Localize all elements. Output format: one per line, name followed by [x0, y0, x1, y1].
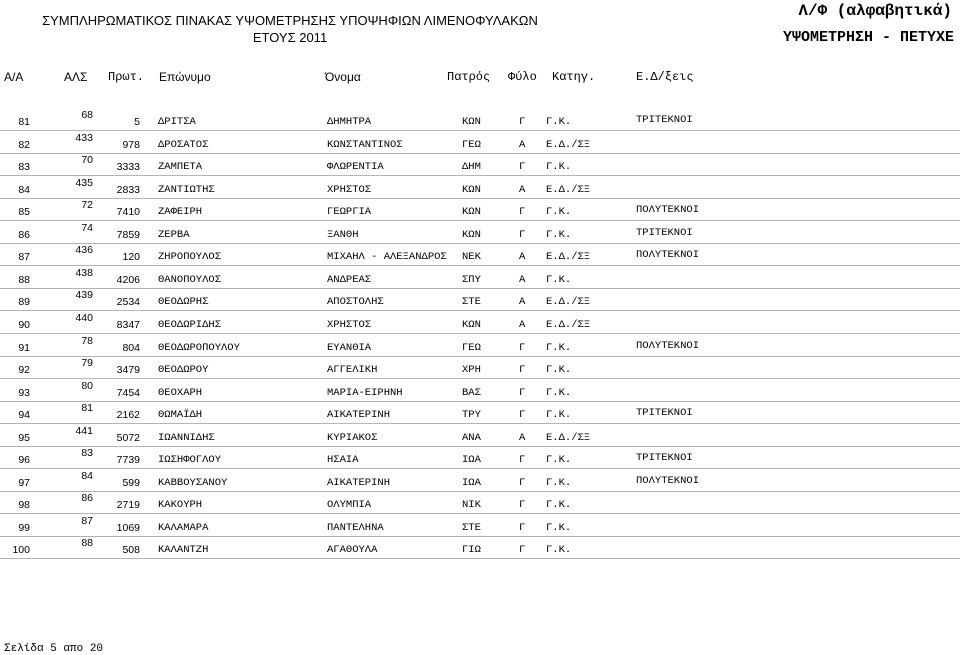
cell-surname: ΙΩΣΗΦΟΓΛΟΥ [158, 454, 222, 467]
cell-sex: Γ [519, 228, 526, 241]
cell-name: ΦΛΩΡΕΝΤΙΑ [327, 161, 384, 174]
cell-name: ΚΥΡΙΑΚΟΣ [327, 431, 378, 444]
cell-category: Ε.Δ./ΣΞ [546, 318, 591, 331]
cell-category: Γ.Κ. [546, 454, 572, 467]
cell-prot: 7739 [116, 454, 140, 467]
cell-surname: ΚΑΚΟΥΡΗ [158, 499, 203, 512]
cell-surname: ΙΩΑΝΝΙΔΗΣ [158, 431, 215, 444]
cell-ams: 436 [75, 244, 93, 257]
cell-father: ΧΡΗ [462, 364, 481, 377]
cell-sex: Γ [519, 476, 526, 489]
cell-prot: 2833 [116, 183, 140, 196]
cell-father: ΣΤΕ [462, 521, 481, 534]
cell-father: ΝΕΚ [462, 251, 481, 264]
cell-aa: 97 [18, 476, 30, 489]
cell-exception: ΠΟΛΥΤΕΚΝΟΙ [636, 204, 700, 217]
cell-father: ΙΩΑ [462, 454, 481, 467]
cell-aa: 99 [18, 521, 30, 534]
cell-aa: 81 [18, 116, 30, 128]
cell-category: Γ.Κ. [546, 273, 572, 286]
cell-name: ΜΙΧΑΗΛ - ΑΛΕΞΑΝΔΡΟΣ [327, 251, 447, 264]
cell-category: Γ.Κ. [546, 409, 572, 422]
cell-surname: ΘΑΝΟΠΟΥΛΟΣ [158, 273, 222, 286]
cell-ams: 81 [81, 402, 93, 415]
table-row [0, 198, 960, 221]
cell-prot: 3479 [116, 364, 140, 377]
cell-name: ΔΗΜΗΤΡΑ [327, 116, 372, 128]
cell-father: ΤΡΥ [462, 409, 481, 422]
cell-surname: ΔΡΙΤΣΑ [158, 116, 196, 128]
cell-ams: 84 [81, 469, 93, 482]
cell-name: ΑΙΚΑΤΕΡΙΝΗ [327, 476, 391, 489]
title-line-1: ΣΥΜΠΛΗΡΩΜΑΤΙΚΟΣ ΠΙΝΑΚΑΣ ΥΨΟΜΕΤΡΗΣΗΣ ΥΠΟΨΗΦΙΩΝ ΛΙΜΕΝΟΦΥΛΑΚΩΝ [42, 13, 538, 28]
cell-sex: Γ [519, 341, 526, 354]
cell-ams: 441 [75, 424, 93, 437]
cell-sex: Α [519, 138, 526, 151]
cell-aa: 83 [18, 161, 30, 174]
cell-aa: 86 [18, 228, 30, 241]
table-row [0, 356, 960, 379]
col-header-name: Όνομα [325, 70, 361, 84]
cell-exception: ΤΡΙΤΕΚΝΟΙ [636, 114, 693, 126]
cell-ams: 438 [75, 266, 93, 279]
cell-aa: 91 [18, 341, 30, 354]
cell-father: ΣΠΥ [462, 273, 481, 286]
col-header-exception: Ε.Δ/ξεις [636, 70, 694, 84]
cell-sex: Γ [519, 544, 526, 557]
table-row [0, 334, 960, 357]
table-row [0, 131, 960, 154]
cell-sex: Γ [519, 206, 526, 219]
cell-surname: ΘΩΜΑΪΔΗ [158, 409, 203, 422]
table-row [0, 243, 960, 266]
cell-ams: 72 [81, 199, 93, 212]
cell-prot: 5 [134, 116, 140, 128]
cell-name: ΑΓΓΕΛΙΚΗ [327, 364, 378, 377]
cell-ams: 88 [81, 537, 93, 550]
cell-prot: 2719 [116, 499, 140, 512]
cell-name: ΑΙΚΑΤΕΡΙΝΗ [327, 409, 391, 422]
cell-name: ΧΡΗΣΤΟΣ [327, 183, 372, 196]
cell-exception: ΤΡΙΤΕΚΝΟΙ [636, 407, 693, 420]
cell-surname: ΖΑΝΤΙΩΤΗΣ [158, 183, 215, 196]
cell-sex: Γ [519, 161, 526, 174]
cell-category: Ε.Δ./ΣΞ [546, 138, 591, 151]
cell-aa: 89 [18, 296, 30, 309]
cell-name: ΗΣΑΙΑ [327, 454, 359, 467]
cell-father: ΓΙΩ [462, 544, 481, 557]
cell-name: ΓΕΩΡΓΙΑ [327, 206, 372, 219]
cell-category: Γ.Κ. [546, 228, 572, 241]
cell-sex: Α [519, 273, 526, 286]
cell-name: ΞΑΝΘΗ [327, 228, 359, 241]
cell-father: ΙΩΑ [462, 476, 481, 489]
cell-name: ΚΩΝΣΤΑΝΤΙΝΟΣ [327, 138, 403, 151]
cell-surname: ΖΑΦΕΙΡΗ [158, 206, 203, 219]
cell-father: ΚΩΝ [462, 318, 481, 331]
cell-father: ΔΗΜ [462, 161, 481, 174]
cell-name: ΑΝΔΡΕΑΣ [327, 273, 372, 286]
cell-aa: 85 [18, 206, 30, 219]
cell-surname: ΘΕΟΧΑΡΗ [158, 386, 203, 399]
cell-aa: 82 [18, 138, 30, 151]
cell-surname: ΖΑΜΠΕΤΑ [158, 161, 203, 174]
table-row [0, 288, 960, 311]
col-header-surname: Επώνυμο [159, 70, 211, 84]
cell-father: ΒΑΣ [462, 386, 481, 399]
cell-name: ΟΛΥΜΠΙΑ [327, 499, 372, 512]
cell-category: Ε.Δ./ΣΞ [546, 251, 591, 264]
cell-category: Γ.Κ. [546, 116, 572, 128]
cell-prot: 5072 [116, 431, 140, 444]
table-row [0, 153, 960, 176]
col-header-aa: Α/Α [4, 70, 24, 84]
cell-sex: Γ [519, 364, 526, 377]
cell-ams: 78 [81, 334, 93, 347]
cell-prot: 804 [122, 341, 140, 354]
cell-ams: 439 [75, 289, 93, 302]
cell-category: Ε.Δ./ΣΞ [546, 431, 591, 444]
cell-surname: ΘΕΟΔΩΡΟΠΟΥΛΟΥ [158, 341, 240, 354]
cell-ams: 87 [81, 514, 93, 527]
cell-ams: 435 [75, 176, 93, 189]
cell-father: ΚΩΝ [462, 206, 481, 219]
cell-prot: 7410 [116, 206, 140, 219]
table-row [0, 401, 960, 424]
cell-prot: 2534 [116, 296, 140, 309]
cell-sex: Γ [519, 521, 526, 534]
cell-ams: 80 [81, 379, 93, 392]
cell-ams: 68 [81, 109, 93, 121]
cell-aa: 98 [18, 499, 30, 512]
cell-sex: Γ [519, 409, 526, 422]
cell-aa: 90 [18, 318, 30, 331]
cell-aa: 94 [18, 409, 30, 422]
cell-prot: 7859 [116, 228, 140, 241]
order-label: Λ/Φ (αλφαβητικά) [798, 2, 952, 20]
table-row [0, 469, 960, 492]
cell-surname: ΘΕΟΔΩΡΙΔΗΣ [158, 318, 222, 331]
cell-category: Γ.Κ. [546, 206, 572, 219]
table-row [0, 446, 960, 469]
cell-aa: 87 [18, 251, 30, 264]
cell-prot: 599 [122, 476, 140, 489]
cell-ams: 440 [75, 311, 93, 324]
document-title [0, 12, 580, 46]
cell-name: ΑΠΟΣΤΟΛΗΣ [327, 296, 384, 309]
cell-name: ΠΑΝΤΕΛΗΝΑ [327, 521, 384, 534]
cell-prot: 4206 [116, 273, 140, 286]
cell-sex: Α [519, 318, 526, 331]
cell-category: Γ.Κ. [546, 341, 572, 354]
cell-father: ΚΩΝ [462, 228, 481, 241]
cell-category: Γ.Κ. [546, 544, 572, 557]
cell-sex: Γ [519, 454, 526, 467]
cell-aa: 100 [12, 544, 30, 557]
table-row [0, 176, 960, 199]
table-row [0, 424, 960, 447]
cell-aa: 96 [18, 454, 30, 467]
cell-surname: ΖΗΡΟΠΟΥΛΟΣ [158, 251, 222, 264]
cell-surname: ΔΡΟΣΑΤΟΣ [158, 138, 209, 151]
cell-surname: ΚΑΒΒΟΥΣΑΝΟΥ [158, 476, 228, 489]
cell-prot: 3333 [116, 161, 140, 174]
cell-category: Γ.Κ. [546, 476, 572, 489]
page-number: Σελίδα 5 απο 20 [4, 643, 104, 655]
table-row [0, 311, 960, 334]
cell-name: ΜΑΡΙΑ-ΕΙΡΗΝΗ [327, 386, 403, 399]
cell-name: ΧΡΗΣΤΟΣ [327, 318, 372, 331]
cell-aa: 93 [18, 386, 30, 399]
col-header-father: Πατρός [447, 70, 491, 84]
cell-sex: Α [519, 296, 526, 309]
cell-aa: 88 [18, 273, 30, 286]
cell-category: Ε.Δ./ΣΞ [546, 183, 591, 196]
cell-aa: 84 [18, 183, 30, 196]
cell-name: ΕΥΑΝΘΙΑ [327, 341, 372, 354]
cell-prot: 7454 [116, 386, 140, 399]
cell-father: ΚΩΝ [462, 116, 481, 128]
cell-prot: 2162 [116, 409, 140, 422]
cell-father: ΚΩΝ [462, 183, 481, 196]
cell-category: Γ.Κ. [546, 386, 572, 399]
cell-name: ΑΓΑΘΟΥΛΑ [327, 544, 378, 557]
test-label: ΥΨΟΜΕΤΡΗΣΗ - ΠΕΤΥΧΕ [782, 29, 954, 46]
col-header-sex: Φύλο [508, 70, 537, 84]
col-header-prot: Πρωτ. [108, 70, 145, 84]
cell-father: ΓΕΩ [462, 138, 481, 151]
table-row [0, 379, 960, 402]
cell-sex: Γ [519, 499, 526, 512]
cell-ams: 74 [81, 221, 93, 234]
cell-prot: 8347 [116, 318, 140, 331]
col-header-ams: ΑΛΣ [64, 70, 88, 84]
cell-sex: Γ [519, 386, 526, 399]
cell-surname: ΘΕΟΔΩΡΟΥ [158, 364, 209, 377]
cell-father: ΓΕΩ [462, 341, 481, 354]
cell-prot: 978 [122, 138, 140, 151]
cell-ams: 86 [81, 492, 93, 505]
cell-surname: ΚΑΛΑΝΤΖΗ [158, 544, 209, 557]
cell-exception: ΠΟΛΥΤΕΚΝΟΙ [636, 474, 700, 487]
cell-prot: 1069 [116, 521, 140, 534]
table-row [0, 108, 960, 131]
title-line-2: ΕΤΟΥΣ 2011 [252, 30, 328, 45]
cell-exception: ΤΡΙΤΕΚΝΟΙ [636, 226, 693, 239]
cell-sex: Γ [519, 116, 526, 128]
cell-prot: 508 [122, 544, 140, 557]
cell-father: ΝΙΚ [462, 499, 481, 512]
cell-exception: ΠΟΛΥΤΕΚΝΟΙ [636, 249, 700, 262]
table-row [0, 266, 960, 289]
cell-category: Γ.Κ. [546, 161, 572, 174]
cell-category: Γ.Κ. [546, 521, 572, 534]
cell-ams: 83 [81, 447, 93, 460]
cell-sex: Α [519, 183, 526, 196]
table-row [0, 536, 960, 559]
cell-father: ΑΝΑ [462, 431, 481, 444]
cell-category: Ε.Δ./ΣΞ [546, 296, 591, 309]
cell-aa: 92 [18, 364, 30, 377]
col-header-category: Κατηγ. [552, 70, 596, 84]
cell-exception: ΠΟΛΥΤΕΚΝΟΙ [636, 339, 700, 352]
cell-category: Γ.Κ. [546, 364, 572, 377]
cell-father: ΣΤΕ [462, 296, 481, 309]
cell-ams: 433 [75, 131, 93, 144]
table-row [0, 491, 960, 514]
cell-sex: Α [519, 431, 526, 444]
cell-prot: 120 [122, 251, 140, 264]
cell-ams: 70 [81, 154, 93, 167]
cell-ams: 79 [81, 357, 93, 370]
cell-surname: ΚΑΛΑΜΑΡΑ [158, 521, 209, 534]
table-row [0, 221, 960, 244]
table-row [0, 514, 960, 537]
cell-sex: Α [519, 251, 526, 264]
cell-category: Γ.Κ. [546, 499, 572, 512]
cell-surname: ΖΕΡΒΑ [158, 228, 190, 241]
cell-aa: 95 [18, 431, 30, 444]
cell-exception: ΤΡΙΤΕΚΝΟΙ [636, 452, 693, 465]
cell-surname: ΘΕΟΔΩΡΗΣ [158, 296, 209, 309]
